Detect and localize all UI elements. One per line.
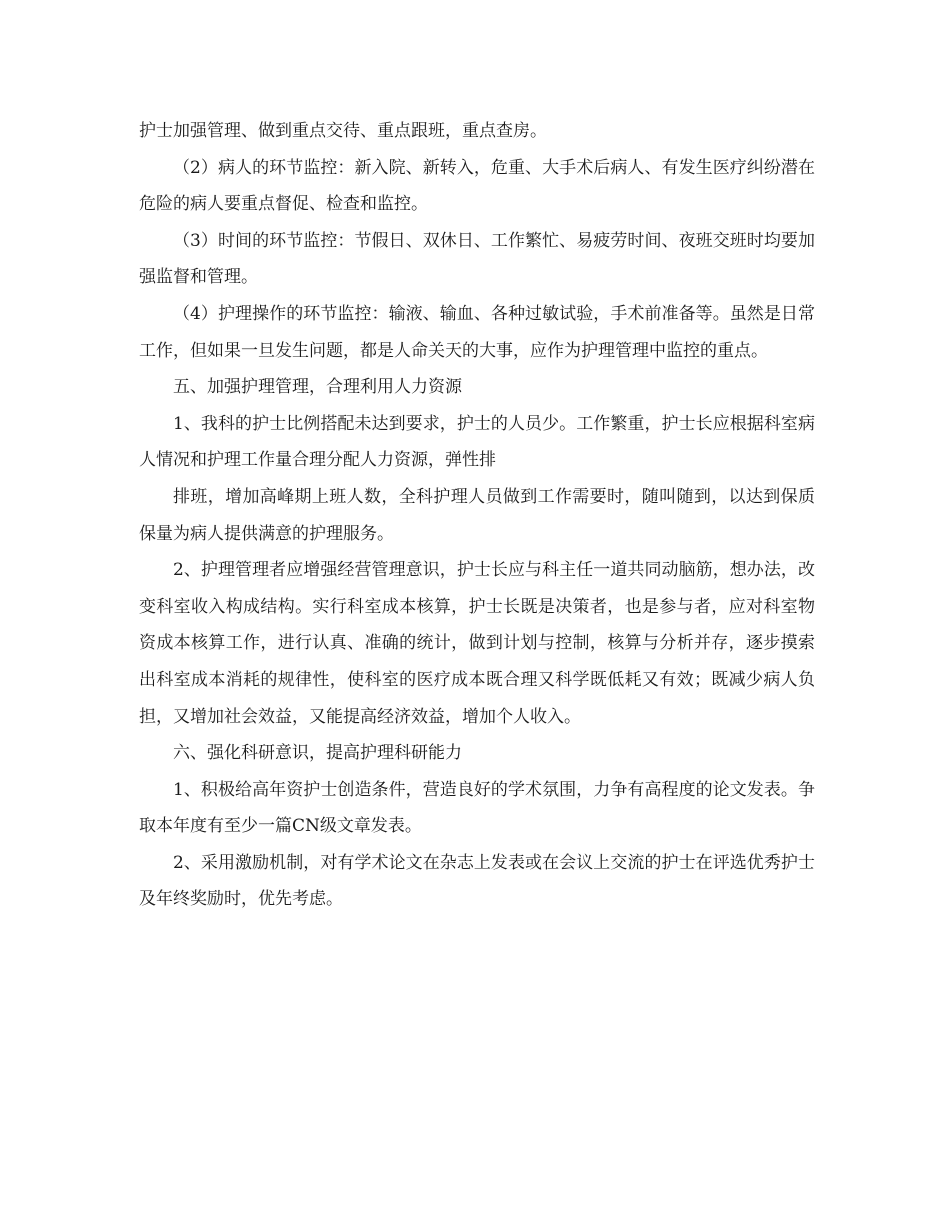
paragraph-11: 2、采用激励机制，对有学术论文在杂志上发表或在会议上交流的护士在评选优秀护士及年终奖励时，优先考虑。 xyxy=(139,852,815,910)
paragraph-8: 2、护理管理者应增强经营管理意识，护士长应与科主任一道共同动脑筋，想办法，改变科室收入构成结构。实行科室成本核算，护士长既是决策者，也是参与者，应对科室物资成本核算工作，进行认真、准确的统计，做到计划与控制，核算与分析并存，逐步摸索出科室成本消耗的规律性，使科室的医疗成本既合理又科学既低耗又有效；既减少病人负担，又增加社会效益，又能提高经济效益，增加个人收入。 xyxy=(139,560,815,727)
section-heading-6: 六、强化科研意识，提高护理科研能力 xyxy=(173,743,462,764)
paragraph-1: 护士加强管理、做到重点交待、重点跟班，重点查房。 xyxy=(139,121,547,141)
paragraph-4: （4）护理操作的环节监控：输液、输血、各种过敏试验，手术前准备等。虽然是日常工作，但如果一旦发生问题，都是人命关天的大事，应作为护理管理中监控的重点。 xyxy=(139,303,815,361)
paragraph-3: （3）时间的环节监控：节假日、双休日、工作繁忙、易疲劳时间、夜班交班时均要加强监督和管理。 xyxy=(139,230,815,288)
paragraph-7: 排班，增加高峰期上班人数，全科护理人员做到工作需要时，随叫随到，以达到保质保量为病人提供满意的护理服务。 xyxy=(139,486,815,544)
paragraph-6: 1、我科的护士比例搭配未达到要求，护士的人员少。工作繁重，护士长应根据科室病人情况和护理工作量合理分配人力资源，弹性排 xyxy=(139,413,815,471)
section-heading-5: 五、加强护理管理，合理利用人力资源 xyxy=(173,377,462,398)
paragraph-10: 1、积极给高年资护士创造条件，营造良好的学术氛围，力争有高程度的论文发表。争取本年度有至少一篇CN级文章发表。 xyxy=(139,779,815,837)
document-body xyxy=(139,113,815,918)
paragraph-2: （2）病人的环节监控：新入院、新转入，危重、大手术后病人、有发生医疗纠纷潜在危险的病人要重点督促、检查和监控。 xyxy=(139,157,815,215)
